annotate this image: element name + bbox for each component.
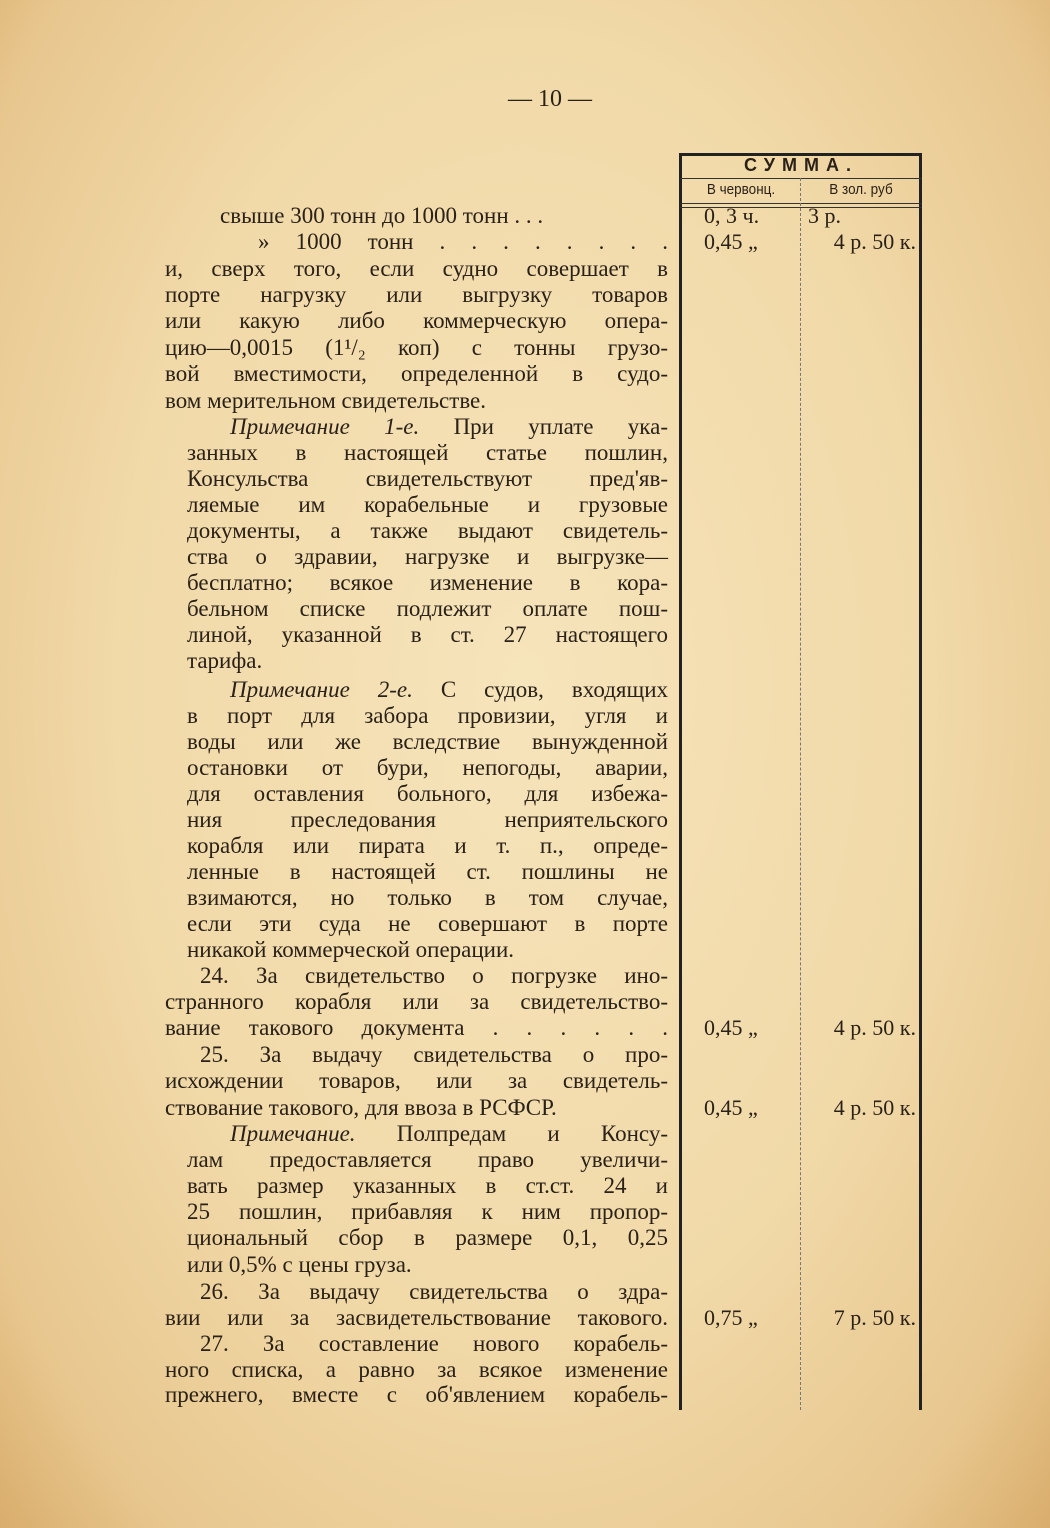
line-text: или 0,5% с цены груза.	[187, 1252, 412, 1277]
line-text: порте нагрузку или выгрузку товаров	[165, 282, 668, 307]
line-text: занных в настоящей статье пошлин,	[187, 440, 668, 465]
line-text: линой, указанной в ст. 27 настоящего	[187, 622, 668, 647]
amount-gold-rub: 3 р.	[808, 203, 841, 228]
amount-chervonets: 0, 3 ч.	[704, 203, 760, 228]
text-line	[187, 1147, 668, 1173]
line-text: 24. За свидетельство о погрузке ино-	[200, 963, 668, 988]
text-line	[187, 807, 668, 833]
text-line	[200, 1279, 668, 1305]
text-line	[258, 229, 668, 255]
line-text: или какую либо коммерческую опера-	[165, 308, 668, 333]
text-line	[187, 622, 668, 648]
line-text: вом мерительном свидетельстве.	[165, 388, 487, 413]
amount-gold-rub: 4 р. 50 к.	[833, 1095, 916, 1120]
line-text: вой вместимости, определенной в судо-	[165, 361, 668, 386]
line-text: свыше 300 тонн до 1000 тонн . . .	[220, 203, 544, 228]
table-left-border	[679, 153, 682, 1410]
text-line	[165, 1357, 668, 1383]
text-line	[187, 440, 668, 466]
line-text: корабля или пирата и т. п., опреде-	[187, 833, 668, 858]
text-line	[165, 388, 668, 414]
amount-gold-rub: 7 р. 50 к.	[833, 1305, 916, 1330]
line-text: тарифа.	[187, 648, 263, 673]
amount-chervonets: 0,75 „	[704, 1305, 758, 1330]
text-line	[165, 256, 668, 282]
text-line	[187, 1252, 668, 1278]
text-line	[165, 1015, 668, 1041]
line-text: 26. За выдачу свидетельства о здра-	[200, 1279, 668, 1304]
text-line	[165, 282, 668, 308]
text-line	[187, 937, 668, 963]
line-text: никакой коммерческой операции.	[187, 937, 515, 962]
text-line	[165, 1095, 668, 1121]
page-number: — 10 —	[508, 86, 592, 112]
line-text: Полпредам и Консу-	[355, 1121, 668, 1146]
line-text: для оставления больного, для избежа-	[187, 781, 668, 806]
text-line	[187, 466, 668, 492]
line-text: прежнего, вместе с об'явлением корабель-	[165, 1382, 668, 1407]
text-line	[230, 1121, 668, 1147]
note-heading: Примечание 2-е.	[230, 677, 413, 702]
text-line	[187, 518, 668, 544]
text-line	[187, 859, 668, 885]
column-header-gold-rub: В зол. руб	[829, 181, 893, 198]
text-line	[187, 596, 668, 622]
line-text: и, сверх того, если судно совершает в	[165, 256, 668, 281]
text-line	[187, 648, 668, 674]
text-line	[187, 1199, 668, 1225]
line-text: ляемые им корабельные и грузовые	[187, 492, 668, 517]
text-line	[187, 570, 668, 596]
line-text: вание такового документа . . . . . .	[165, 1015, 668, 1040]
line-text: остановки от бури, непогоды, аварии,	[187, 755, 668, 780]
text-line	[187, 885, 668, 911]
amount-chervonets: 0,45 „	[704, 1015, 758, 1040]
line-text: 25 пошлин, прибавляя к ним пропор-	[187, 1199, 668, 1224]
line-text: исхождении товаров, или за свидетель-	[165, 1068, 668, 1093]
text-line	[187, 755, 668, 781]
text-line	[230, 677, 668, 703]
line-text: вии или за засвидетельствование такового.	[165, 1305, 668, 1330]
line-text: взимаются, но только в том случае,	[187, 885, 668, 910]
line-text: ния преследования неприятельского	[187, 807, 668, 832]
text-line	[165, 361, 668, 387]
text-line	[187, 833, 668, 859]
table-right-border	[919, 153, 922, 1410]
line-text: если эти суда не совершают в порте	[187, 911, 668, 936]
text-line	[165, 1068, 668, 1094]
line-text: 25. За выдачу свидетельства о про-	[200, 1042, 668, 1067]
line-text: С судов, входящих	[412, 677, 669, 702]
amount-gold-rub: 4 р. 50 к.	[833, 1015, 916, 1040]
line-text: ного списка, а равно за всякое изменение	[165, 1357, 668, 1382]
line-text: странного корабля или за свидетельство-	[165, 989, 668, 1014]
text-line	[230, 414, 668, 440]
table-column-divider	[800, 178, 801, 1410]
line-text: вать размер указанных в ст.ст. 24 и	[187, 1173, 668, 1198]
line-text: 27. За составление нового корабель-	[200, 1331, 668, 1356]
text-line	[187, 729, 668, 755]
line-text: » 1000 тонн . . . . . . . .	[258, 229, 668, 254]
text-line	[200, 963, 668, 989]
line-text: ства о здравии, нагрузке и выгрузке—	[187, 544, 668, 569]
note-heading: Примечание.	[230, 1121, 356, 1146]
line-text: Консульства свидетельствуют пред'яв-	[187, 466, 668, 491]
line-text: в порт для забора провизии, угля и	[187, 703, 668, 728]
text-line	[220, 203, 655, 229]
column-header-chervonets: В червонц.	[706, 181, 776, 198]
text-line	[187, 1173, 668, 1199]
text-line	[165, 1382, 668, 1408]
text-line	[187, 703, 668, 729]
text-line	[165, 989, 668, 1015]
table-header-rule	[680, 178, 922, 179]
table-title: СУММА.	[744, 155, 858, 175]
line-text: бельном списке подлежит оплате пош-	[187, 596, 668, 621]
text-line	[187, 492, 668, 518]
line-text: бесплатно; всякое изменение в кора-	[187, 570, 668, 595]
line-text: лам предоставляется право увеличи-	[187, 1147, 668, 1172]
note-heading: Примечание 1-е.	[230, 414, 420, 439]
line-text: воды или же вследствие вынужденной	[187, 729, 668, 754]
line-text: ствование такового, для ввоза в РСФСР.	[165, 1095, 557, 1120]
text-line	[165, 335, 668, 361]
line-text: документы, а также выдают свидетель-	[187, 518, 668, 543]
text-line	[165, 308, 668, 334]
line-text: цию—0,0015 (1¹/₂ коп) с тонны грузо-	[165, 335, 668, 360]
text-line	[200, 1042, 668, 1068]
amount-chervonets: 0,45 „	[704, 229, 758, 254]
text-line	[187, 781, 668, 807]
text-line	[165, 1305, 668, 1331]
amount-chervonets: 0,45 „	[704, 1095, 758, 1120]
text-line	[200, 1331, 668, 1357]
text-line	[187, 544, 668, 570]
line-text: циональный сбор в размере 0,1, 0,25	[187, 1225, 668, 1250]
line-text: При уплате ука-	[419, 414, 668, 439]
line-text: ленные в настоящей ст. пошлины не	[187, 859, 668, 884]
text-line	[187, 1225, 668, 1251]
amount-gold-rub: 4 р. 50 к.	[833, 229, 916, 254]
text-line	[187, 911, 668, 937]
